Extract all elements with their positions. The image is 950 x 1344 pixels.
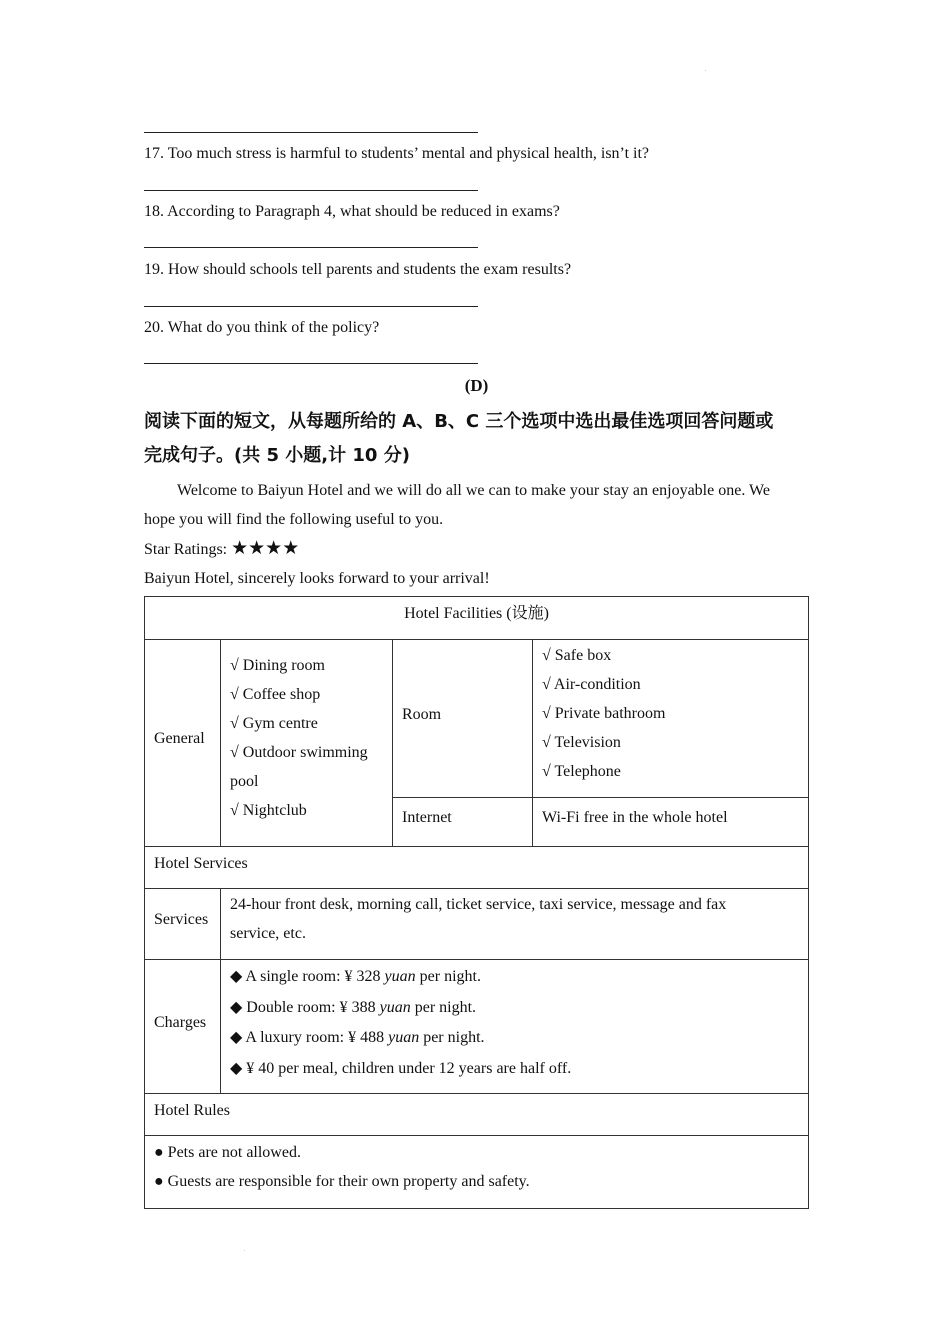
table-rule [220, 639, 221, 846]
charge-item [230, 962, 800, 993]
rule-item: ● Pets are not allowed. [154, 1144, 301, 1161]
closing-line: Baiyun Hotel, sincerely looks forward to your arrival! [144, 570, 490, 587]
answer-line [144, 190, 478, 191]
question-18: 18. According to Paragraph 4, what should be reduced in exams? [144, 203, 560, 220]
charge-item [230, 993, 800, 1024]
star-label: Star Ratings: [144, 541, 232, 558]
intro-line: hope you will find the following useful to you. [144, 511, 444, 528]
charges-label: Charges [154, 1014, 207, 1031]
passage [144, 476, 809, 593]
charge-text: ◆ ¥ 40 per meal, children under 12 years are half off. [230, 1059, 572, 1077]
list-item: √ Nightclub [230, 802, 307, 819]
table-rule [145, 959, 808, 960]
star-icons: ★★★★ [231, 537, 300, 559]
question-17: 17. Too much stress is harmful to students’ mental and physical health, isn’t it? [144, 145, 650, 162]
answer-line [144, 363, 478, 364]
rule-item: ● Guests are responsible for their own property and safety. [154, 1173, 530, 1190]
currency-unit: yuan [384, 968, 416, 985]
star-rating [144, 534, 809, 564]
currency-unit: yuan [379, 998, 411, 1016]
facilities-header: Hotel Facilities (设施) [404, 605, 549, 622]
question-20: 20. What do you think of the policy? [144, 319, 380, 336]
answer-line [144, 132, 478, 133]
list-item: √ Safe box [542, 647, 612, 664]
answer-line [144, 306, 478, 307]
charges-list [230, 962, 800, 1084]
table-rule [145, 1135, 808, 1136]
charge-text: per night. [419, 1029, 485, 1046]
charge-text: ◆ A luxury room: ¥ 488 [230, 1029, 389, 1046]
charge-item [230, 1054, 800, 1085]
internet-value: Wi-Fi free in the whole hotel [542, 809, 728, 826]
table-rule [392, 639, 393, 846]
charge-text: per night. [410, 998, 477, 1016]
table-rule [220, 888, 221, 1093]
currency-unit: yuan [388, 1029, 420, 1046]
services-value [230, 890, 800, 948]
list-item: pool [230, 773, 259, 790]
list-item: √ Coffee shop [230, 686, 321, 703]
answer-line [144, 247, 478, 248]
rules-header: Hotel Rules [154, 1102, 230, 1119]
charge-text: ◆ Double room: ¥ 388 [230, 998, 380, 1016]
section-instruction [144, 405, 809, 473]
table-rule [532, 639, 533, 846]
room-list [542, 641, 802, 786]
hotel-info-table [144, 596, 809, 1209]
services-line: 24-hour front desk, morning call, ticket service, taxi service, message and fax [230, 896, 727, 913]
table-rule [145, 1093, 808, 1094]
instruction-line: 阅读下面的短文，从每题所给的 A、B、C 三个选项中选出最佳选项回答问题或 [144, 411, 774, 432]
charge-item [230, 1023, 800, 1054]
general-label: General [154, 730, 205, 747]
list-item: √ Outdoor swimming [230, 744, 368, 761]
services-line: service, etc. [230, 925, 306, 942]
services-label: Services [154, 911, 209, 928]
rules-list [154, 1138, 794, 1196]
list-item: √ Television [542, 734, 621, 751]
list-item: √ Dining room [230, 657, 325, 674]
charge-text: ◆ A single room: ¥ 328 [230, 968, 385, 985]
table-rule [145, 639, 808, 640]
room-label: Room [402, 706, 442, 723]
general-list [230, 651, 390, 825]
table-rule [145, 888, 808, 889]
internet-label: Internet [402, 809, 452, 826]
list-item: √ Air-condition [542, 676, 641, 693]
question-19: 19. How should schools tell parents and students the exam results? [144, 261, 572, 278]
intro-line: Welcome to Baiyun Hotel and we will do all we can to make your stay an enjoyable one. We [177, 482, 770, 499]
list-item: √ Telephone [542, 763, 621, 780]
list-item: √ Private bathroom [542, 705, 666, 722]
table-rule [145, 846, 808, 847]
list-item: √ Gym centre [230, 715, 318, 732]
scan-speck [705, 70, 706, 71]
services-header: Hotel Services [154, 855, 248, 872]
scan-speck [244, 1250, 245, 1251]
section-title: (D) [464, 376, 489, 395]
charge-text: per night. [415, 968, 481, 985]
table-rule [392, 797, 808, 798]
instruction-line: 完成句子。(共 5 小题,计 10 分) [144, 445, 410, 466]
